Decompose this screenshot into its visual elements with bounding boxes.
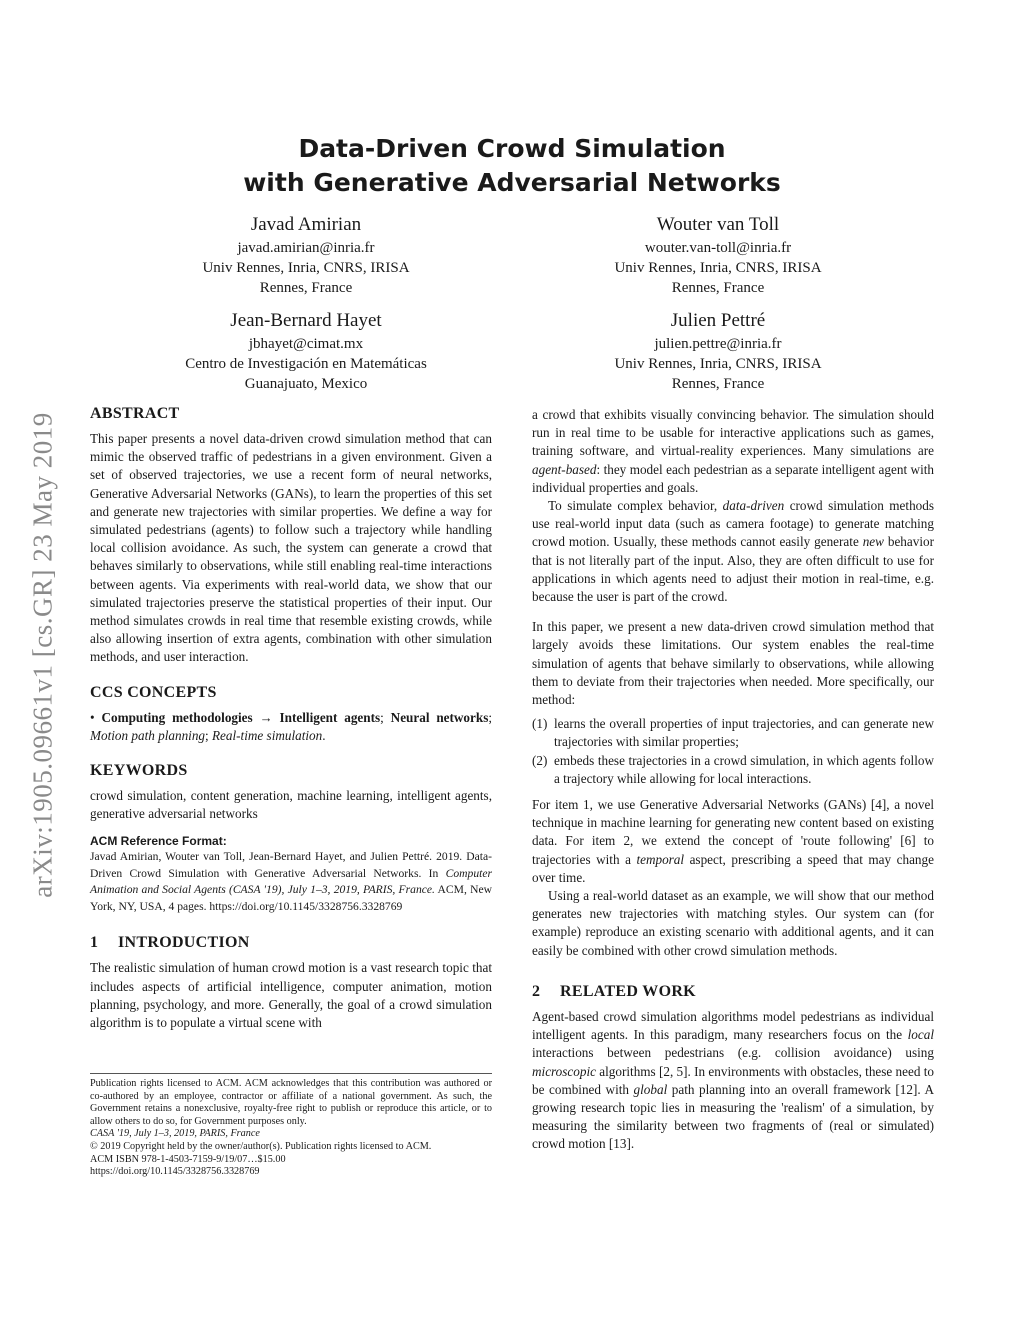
author-location: Rennes, France [671, 280, 765, 296]
ccs-heading: CCS CONCEPTS [90, 683, 217, 701]
contribution-list [532, 715, 934, 788]
footnote-rule [90, 1073, 492, 1074]
intro-paragraph: Using a real-world dataset as an example, we will show that our method generates new trajectories with matching styles. Our system can (for example) reproduce an existing scenario with additional agents, and it can easily be combined with other crowd simulation methods. [532, 888, 934, 958]
intro-paragraph: For item 1, we use Generative Adversarial Networks (GANs) [4], a novel technique in machine learning for generating new content based on existing data. For item 2, we extend the concept of 'route following' [6] to trajectories with a temporal aspect, prescribing a speed that may change over time. [532, 797, 934, 885]
author-email: julien.pettre@inria.fr [654, 336, 782, 352]
title-line-2: with Generative Adversarial Networks [243, 168, 781, 197]
intro-paragraph: To simulate complex behavior, data-driven crowd simulation methods use real-world input data (such as camera footage) to generate matching crowd motion. Usually, these methods cannot easily generate new behavior that is not literally part of the input. Also, they are often difficult to use for applications in which agents need to adjust their motion in real-time, e.g. because the user is part of the crowd. [532, 498, 934, 605]
intro-paragraph: a crowd that exhibits visually convincing behavior. The simulation should run in real time to be usable for interactive applications such as games, training software, and virtual-reality experiences. Many simulations are agent-based: they model each pedestrian as a separate intelligent agent with individual properties and goals. [532, 407, 934, 495]
footnote-isbn: ACM ISBN 978-1-4503-7159-9/19/07…$15.00 [90, 1153, 286, 1165]
author-affiliation: Centro de Investigación en Matemáticas [185, 356, 427, 372]
abstract-heading: ABSTRACT [90, 405, 180, 422]
footnote-venue: CASA '19, July 1–3, 2019, PARIS, France [90, 1128, 260, 1140]
author-affiliation: Univ Rennes, Inria, CNRS, IRISA [614, 260, 822, 276]
author-affiliation: Univ Rennes, Inria, CNRS, IRISA [202, 260, 410, 276]
author-affiliation: Univ Rennes, Inria, CNRS, IRISA [614, 356, 822, 372]
footnote-copyright: © 2019 Copyright held by the owner/author(s). Publication rights licensed to ACM. [90, 1140, 432, 1152]
left-column [90, 404, 492, 1032]
author-block [568, 308, 868, 394]
author-name: Javad Amirian [250, 214, 362, 235]
list-item: (1) learns the overall properties of input trajectories, and can generate new trajectories with similar properties; [532, 716, 934, 750]
footnote-doi: https://doi.org/10.1145/3328756.3328769 [90, 1166, 260, 1178]
author-block [156, 212, 456, 298]
author-email: wouter.van-toll@inria.fr [644, 240, 792, 256]
author-name: Jean-Bernard Hayet [230, 310, 382, 331]
author-name: Wouter van Toll [656, 214, 780, 235]
author-email: jbhayet@cimat.mx [248, 336, 364, 352]
acm-reference-text: Javad Amirian, Wouter van Toll, Jean-Bernard Hayet, and Julien Pettré. 2019. Data-Driven Crowd Simulation with Generative Adversarial Networks. In Computer Animation and Social Agents (CASA '19), July 1–3, 2019, PARIS, France. ACM, New York, NY, USA, 4 pages. https://doi.org/10.1145/3328756.3328769 [90, 850, 492, 913]
author-location: Rennes, France [671, 376, 765, 392]
related-work-heading: 2 RELATED WORK [532, 982, 696, 1000]
keywords-text: crowd simulation, content generation, machine learning, intelligent agents, generative adversarial networks [90, 788, 492, 822]
abstract-text: This paper presents a novel data-driven crowd simulation method that can mimic the observed traffic of pedestrians in a given environment. Given a set of observed trajectories, we use a recent form of neural networks, Generative Adversarial Networks (GANs), to learn the properties of this set and generate new trajectories with similar properties. We define a way for simulated pedestrians (agents) to follow such a trajectory while handling local collision avoidance. As such, the system can generate a crowd that behaves similarly to observations, while still enabling real-time interactions between agents. Via experiments with real-world data, we show that our simulated trajectories preserve the statistical properties of their input. Our method simulates crowds in real time that resemble existing crowds, while also allowing insertion of extra agents, combination with other simulation methods, and user interaction. [90, 431, 492, 665]
paper-title [200, 132, 824, 200]
author-email: javad.amirian@inria.fr [237, 240, 375, 256]
footnote-rights: Publication rights licensed to ACM. ACM acknowledges that this contribution was authored or co-authored by an employee, contractor or affiliate of a national government. As such, the Government retains a nonexclusive, royalty-free right to publish or reproduce this article, or to allow others to do so, for Government purposes only. [90, 1078, 492, 1127]
intro-paragraph: In this paper, we present a new data-driven crowd simulation method that largely avoids these limitations. Our system enables the real-time simulation of agents that behave similarly to observations, while allowing them to deviate from their trajectories when needed. More specifically, our method: [532, 619, 934, 708]
author-location: Rennes, France [259, 280, 353, 296]
title-line-1: Data-Driven Crowd Simulation [298, 134, 726, 163]
author-name: Julien Pettré [670, 310, 766, 331]
list-item: (2) embeds these trajectories in a crowd simulation, in which agents follow a trajectory while allowing for local interactions. [532, 752, 934, 786]
keywords-heading: KEYWORDS [90, 762, 188, 780]
author-block [156, 308, 456, 394]
right-column [532, 406, 934, 1154]
author-block [568, 212, 868, 298]
related-work-paragraph: Agent-based crowd simulation algorithms model pedestrians as individual intelligent agents. In this paradigm, many researchers focus on the local interactions between pedestrians (e.g. collision avoidance) using microscopic algorithms [2, 5]. In environments with obstacles, these need to be combined with global path planning into an overall framework [12]. A growing research topic lies in measuring the 'realism' of a simulation, by measuring the similarity between two fragments of (real or simulated) crowd motion [13]. [532, 1008, 935, 1152]
acm-reference-heading: ACM Reference Format: [90, 834, 227, 849]
footnote [90, 1078, 492, 1179]
ccs-concepts: • Computing methodologies → Intelligent agents; Neural networks; Motion path planning; Real-time simulation. [90, 709, 493, 743]
author-location: Guanajuato, Mexico [244, 376, 368, 392]
intro-heading: 1 INTRODUCTION [90, 934, 250, 952]
intro-paragraph: The realistic simulation of human crowd motion is a vast research topic that includes aspects of artificial intelligence, computer animation, motion planning, psychology, and more. Generally, the goal of a crowd simulation algorithm is to populate a virtual scene with [90, 960, 492, 1031]
